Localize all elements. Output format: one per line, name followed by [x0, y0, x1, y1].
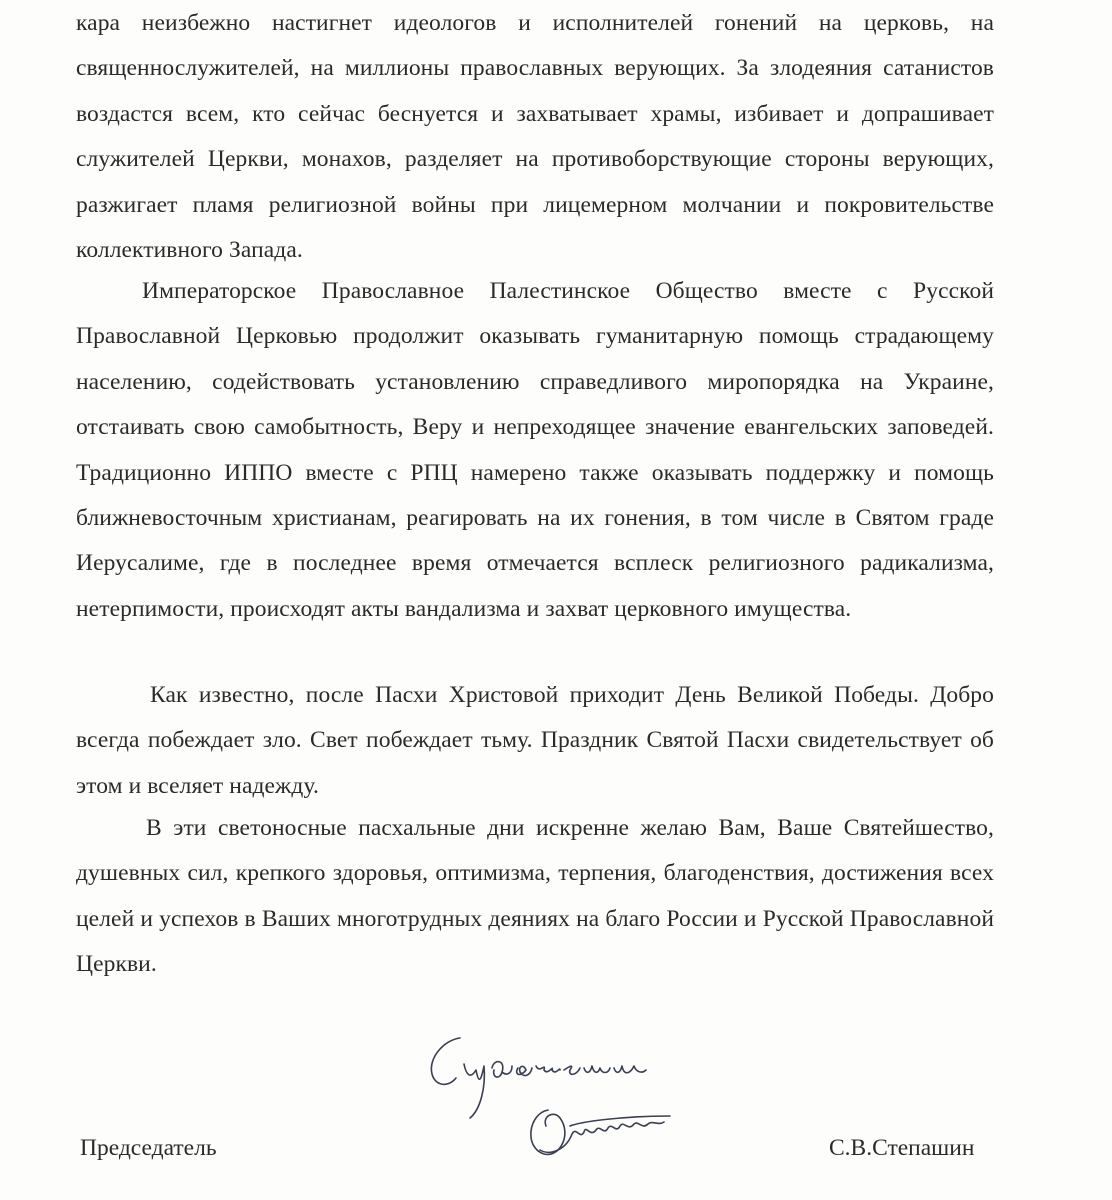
handwritten-signature — [420, 1030, 720, 1190]
paragraph: В эти светоносные пасхальные дни искренне желаю Вам, Ваше Святейшество, душевных сил, крепкого здоровья, оптимизма, терпения, благоденствия, достижения всех целей и успехов в Ваших многотрудных деяниях на благо России и Русской Православной Церкви. — [76, 815, 994, 978]
paragraph: Как известно, после Пасхи Христовой приходит День Великой Победы. Добро всегда побеждает зло. Свет побеждает тьму. Праздник Святой Пасхи свидетельствует об этом и вселяет надежду. — [76, 682, 994, 799]
signatory-name: С.В.Степашин — [829, 1135, 975, 1161]
paragraph: кара неизбежно настигнет идеологов и исполнителей гонений на церковь, на священнослужителей, на миллионы православных верующих. За злодеяния сатанистов воздастся всем, кто сейчас беснуется и захватывает храмы, избивает и допрашивает служителей Церкви, монахов, разделяет на противоборствующие стороны верующих, разжигает пламя религиозной войны при лицемерном молчании и покровительстве коллективного Запада. — [76, 10, 994, 264]
paragraph: Императорское Православное Палестинское Общество вместе с Русской Православной Церковью продолжит оказывать гуманитарную помощь страдающему населению, содействовать установлению справедливого миропорядка на Украине, отстаивать свою самобытность, Веру и непреходящее значение евангельских заповедей. Традиционно ИППО вместе с РПЦ намерено также оказывать поддержку и помощь ближневосточным христианам, реагировать на их гонения, в том числе в Святом граде Иерусалиме, где в последнее время отмечается всплеск религиозного радикализма, нетерпимости, происходят акты вандализма и захват церковного имущества. — [76, 278, 994, 622]
signatory-title: Председатель — [80, 1135, 217, 1161]
